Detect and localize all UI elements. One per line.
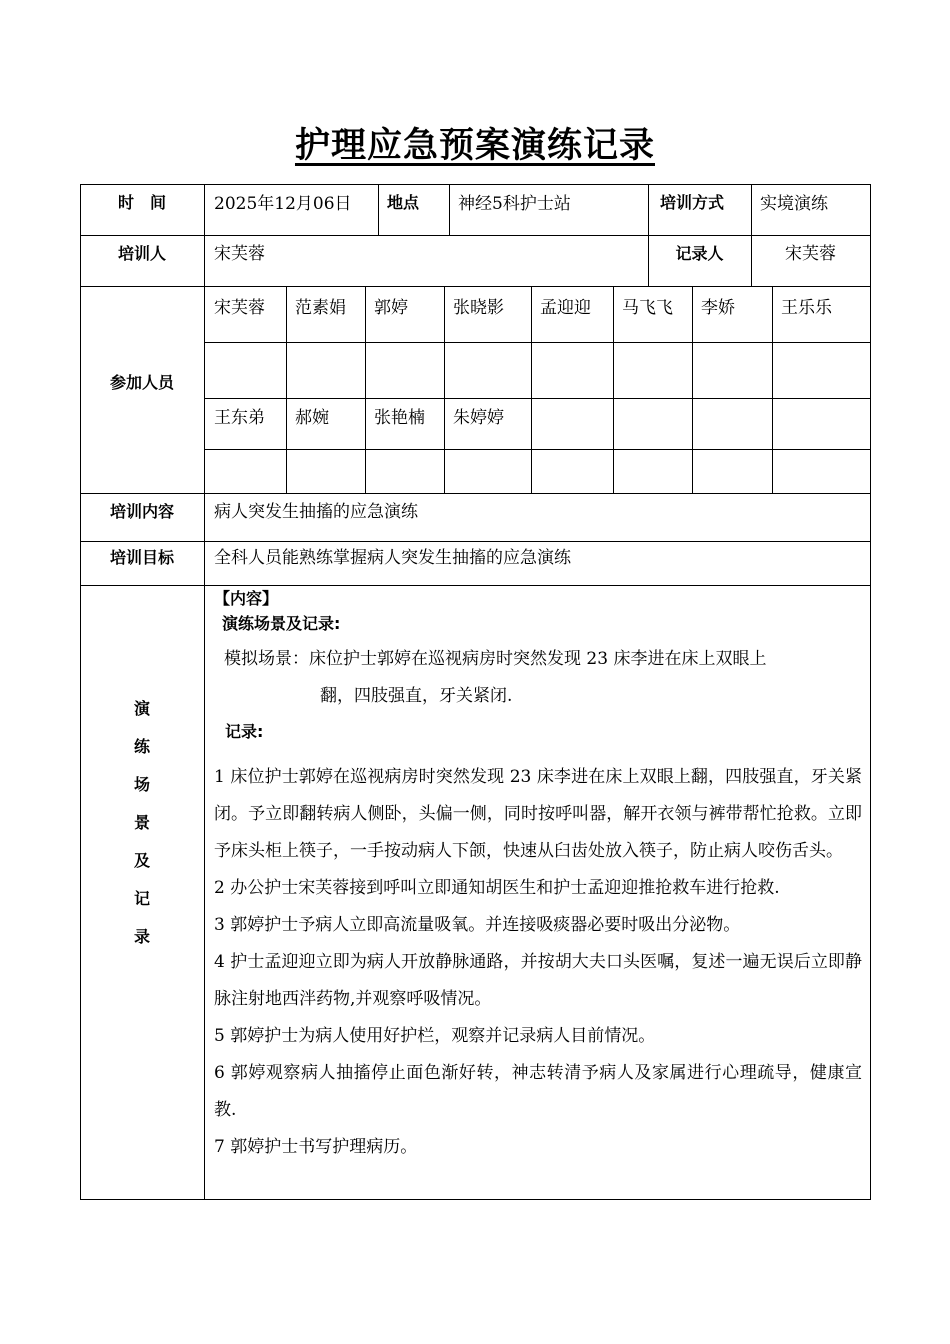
label-participants: 参加人员	[109, 373, 174, 392]
label-drill-section	[80, 690, 204, 956]
scenario-line-1: 模拟场景：床位护士郭婷在巡视病房时突然发现 23 床李进在床上双眼上	[224, 649, 767, 669]
participant-name: 朱婷婷	[453, 408, 504, 428]
label-recorder: 记录人	[675, 244, 724, 263]
drill-step: 1 床位护士郭婷在巡视病房时突然发现 23 床李进在床上双眼上翻，四肢强直，牙关紧闭。予立即翻转病人侧卧，头偏一侧，同时按呼叫器，解开衣领与裤带帮忙抢救。立即予床头柜上筷子，一手按动病人下颌，快速从臼齿处放入筷子，防止病人咬伤舌头。	[214, 767, 862, 861]
scenario-line-2: 翻，四肢强直，牙关紧闭.	[320, 686, 513, 706]
table-rule	[204, 449, 871, 450]
participant-name: 张艳楠	[374, 408, 425, 428]
table-rule	[204, 184, 205, 1200]
table-rule	[204, 398, 871, 399]
table-rule	[365, 286, 366, 493]
drill-step: 3 郭婷护士予病人立即高流量吸氧。并连接吸痰器必要时吸出分泌物。	[214, 915, 741, 935]
participant-name: 孟迎迎	[540, 298, 591, 318]
table-rule	[531, 286, 532, 493]
scene-heading: 演练场景及记录:	[222, 614, 341, 633]
drill-steps	[214, 759, 862, 1166]
label-location: 地点	[387, 193, 420, 212]
participant-name: 李娇	[701, 298, 735, 318]
drill-step: 2 办公护士宋芙蓉接到呼叫立即通知胡医生和护士孟迎迎推抢救车进行抢救.	[214, 878, 780, 898]
table-rule	[378, 184, 379, 235]
table-rule	[648, 184, 649, 286]
table-rule	[751, 184, 752, 286]
table-rule	[444, 286, 445, 493]
participant-name: 郝婉	[295, 408, 329, 428]
drill-step: 7 郭婷护士书写护理病历。	[214, 1137, 418, 1157]
value-training-goal: 全科人员能熟练掌握病人突发生抽搐的应急演练	[214, 548, 571, 568]
participant-name: 郭婷	[374, 298, 408, 318]
label-drill-char: 场	[133, 775, 150, 794]
participant-name: 王东弟	[214, 408, 265, 428]
participant-name: 马飞飞	[622, 298, 673, 318]
table-rule	[80, 493, 871, 494]
table-rule	[286, 286, 287, 493]
table-rule	[772, 286, 773, 493]
table-rule	[692, 286, 693, 493]
table-rule	[613, 286, 614, 493]
record-heading: 记录:	[225, 722, 264, 741]
drill-step: 6 郭婷观察病人抽搐停止面色渐好转，神志转清予病人及家属进行心理疏导，健康宣教.	[214, 1063, 862, 1120]
label-training-goal: 培训目标	[109, 548, 174, 567]
table-rule	[80, 541, 871, 542]
table-rule	[80, 235, 871, 236]
drill-step: 5 郭婷护士为病人使用好护栏，观察并记录病人目前情况。	[214, 1026, 656, 1046]
value-training-content: 病人突发生抽搐的应急演练	[214, 502, 418, 522]
table-rule	[204, 342, 871, 343]
label-time: 时 间	[117, 193, 166, 212]
label-drill-char: 及	[133, 851, 150, 870]
label-drill-char: 练	[133, 737, 150, 756]
label-trainer: 培训人	[117, 244, 166, 263]
participant-name: 王乐乐	[781, 298, 832, 318]
table-rule	[80, 286, 871, 287]
table-rule	[80, 585, 871, 586]
label-drill-char: 记	[133, 889, 150, 908]
table-border-top	[80, 184, 871, 185]
value-location: 神经5科护士站	[458, 194, 571, 214]
label-drill-char: 景	[133, 813, 150, 832]
page-title: 护理应急预案演练记录	[294, 125, 655, 166]
value-recorder: 宋芙蓉	[785, 244, 836, 264]
participant-name: 范素娟	[295, 298, 346, 318]
label-training-content: 培训内容	[109, 502, 174, 521]
value-trainer: 宋芙蓉	[214, 244, 265, 264]
participant-name: 张晓影	[453, 298, 504, 318]
table-border-right	[870, 184, 871, 1200]
table-rule	[449, 184, 450, 235]
drill-step: 4 护士孟迎迎立即为病人开放静脉通路，并按胡大夫口头医嘱，复述一遍无误后立即静脉注射地西泮药物,并观察呼吸情况。	[214, 952, 862, 1009]
label-training-method: 培训方式	[660, 193, 725, 212]
table-border-bottom	[80, 1199, 871, 1200]
participant-name: 宋芙蓉	[214, 298, 265, 318]
value-training-method: 实境演练	[760, 194, 828, 214]
label-drill-char: 演	[133, 699, 150, 718]
content-heading: 【内容】	[214, 589, 279, 608]
label-drill-char: 录	[133, 927, 150, 946]
value-time: 2025年12月06日	[214, 194, 352, 214]
